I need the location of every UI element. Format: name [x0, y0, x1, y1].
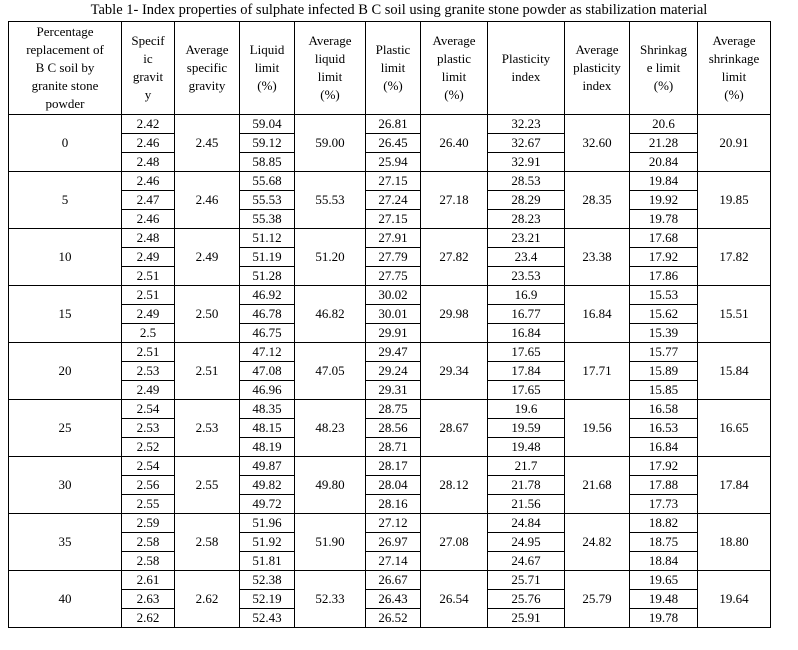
table-row — [9, 552, 771, 571]
plasticity-index-cell: 28.23 — [488, 210, 565, 229]
average-liquid-limit-cell: 47.05 — [295, 343, 366, 400]
shrinkage-limit-cell: 19.92 — [630, 191, 698, 210]
average-plasticity-index-cell: 16.84 — [565, 286, 630, 343]
average-plasticity-index-cell: 28.35 — [565, 172, 630, 229]
table-row — [9, 286, 771, 305]
table-row — [9, 324, 771, 343]
table-row — [9, 381, 771, 400]
average-liquid-limit-cell: 46.82 — [295, 286, 366, 343]
liquid-limit-cell: 52.38 — [240, 571, 295, 590]
plastic-limit-cell: 27.91 — [366, 229, 421, 248]
plasticity-index-cell: 19.59 — [488, 419, 565, 438]
average-shrinkage-limit-cell: 17.84 — [698, 457, 771, 514]
header-replacement: Percentage replacement of B C soil by granite stone powder — [9, 22, 122, 115]
shrinkage-limit-cell: 17.73 — [630, 495, 698, 514]
plastic-limit-cell: 29.47 — [366, 343, 421, 362]
shrinkage-limit-cell: 17.88 — [630, 476, 698, 495]
table-row — [9, 134, 771, 153]
shrinkage-limit-cell: 15.89 — [630, 362, 698, 381]
replacement-cell: 10 — [9, 229, 122, 286]
average-specific-gravity-cell: 2.50 — [175, 286, 240, 343]
plastic-limit-cell: 27.24 — [366, 191, 421, 210]
average-plasticity-index-cell: 21.68 — [565, 457, 630, 514]
shrinkage-limit-cell: 19.84 — [630, 172, 698, 191]
plasticity-index-cell: 23.21 — [488, 229, 565, 248]
specific-gravity-cell: 2.63 — [122, 590, 175, 609]
table-row — [9, 514, 771, 533]
table-row — [9, 476, 771, 495]
specific-gravity-cell: 2.46 — [122, 210, 175, 229]
average-liquid-limit-cell: 48.23 — [295, 400, 366, 457]
plastic-limit-cell: 27.14 — [366, 552, 421, 571]
plasticity-index-cell: 16.77 — [488, 305, 565, 324]
plastic-limit-cell: 27.79 — [366, 248, 421, 267]
average-plastic-limit-cell: 26.54 — [421, 571, 488, 628]
table-row — [9, 609, 771, 628]
liquid-limit-cell: 52.43 — [240, 609, 295, 628]
header-average-liquid-limit: Average liquid limit (%) — [295, 22, 366, 115]
shrinkage-limit-cell: 20.6 — [630, 115, 698, 134]
plasticity-index-cell: 25.71 — [488, 571, 565, 590]
plastic-limit-cell: 28.04 — [366, 476, 421, 495]
plasticity-index-cell: 32.67 — [488, 134, 565, 153]
header-row — [9, 22, 771, 115]
average-plastic-limit-cell: 29.98 — [421, 286, 488, 343]
plasticity-index-cell: 24.84 — [488, 514, 565, 533]
shrinkage-limit-cell: 17.92 — [630, 248, 698, 267]
table-row — [9, 400, 771, 419]
specific-gravity-cell: 2.61 — [122, 571, 175, 590]
header-average-plasticity-index: Average plasticity index — [565, 22, 630, 115]
specific-gravity-cell: 2.53 — [122, 419, 175, 438]
plasticity-index-cell: 19.48 — [488, 438, 565, 457]
average-liquid-limit-cell: 59.00 — [295, 115, 366, 172]
specific-gravity-cell: 2.53 — [122, 362, 175, 381]
liquid-limit-cell: 51.96 — [240, 514, 295, 533]
replacement-cell: 40 — [9, 571, 122, 628]
plasticity-index-cell: 24.95 — [488, 533, 565, 552]
table-row — [9, 305, 771, 324]
table-row — [9, 229, 771, 248]
replacement-cell: 5 — [9, 172, 122, 229]
plastic-limit-cell: 26.67 — [366, 571, 421, 590]
specific-gravity-cell: 2.46 — [122, 134, 175, 153]
shrinkage-limit-cell: 21.28 — [630, 134, 698, 153]
specific-gravity-cell: 2.54 — [122, 400, 175, 419]
average-plastic-limit-cell: 26.40 — [421, 115, 488, 172]
average-shrinkage-limit-cell: 19.64 — [698, 571, 771, 628]
specific-gravity-cell: 2.5 — [122, 324, 175, 343]
plastic-limit-cell: 26.52 — [366, 609, 421, 628]
average-specific-gravity-cell: 2.45 — [175, 115, 240, 172]
header-average-shrinkage-limit: Average shrinkage limit (%) — [698, 22, 771, 115]
specific-gravity-cell: 2.46 — [122, 172, 175, 191]
plastic-limit-cell: 28.16 — [366, 495, 421, 514]
average-shrinkage-limit-cell: 15.51 — [698, 286, 771, 343]
plasticity-index-cell: 25.76 — [488, 590, 565, 609]
average-specific-gravity-cell: 2.53 — [175, 400, 240, 457]
average-specific-gravity-cell: 2.51 — [175, 343, 240, 400]
average-plastic-limit-cell: 29.34 — [421, 343, 488, 400]
plasticity-index-cell: 25.91 — [488, 609, 565, 628]
replacement-cell: 30 — [9, 457, 122, 514]
shrinkage-limit-cell: 15.77 — [630, 343, 698, 362]
plasticity-index-cell: 17.65 — [488, 381, 565, 400]
header-liquid-limit: Liquid limit (%) — [240, 22, 295, 115]
table-row — [9, 457, 771, 476]
plastic-limit-cell: 27.75 — [366, 267, 421, 286]
table-row — [9, 343, 771, 362]
table-row — [9, 590, 771, 609]
plastic-limit-cell: 29.24 — [366, 362, 421, 381]
plastic-limit-cell: 26.45 — [366, 134, 421, 153]
header-plasticity-index: Plasticity index — [488, 22, 565, 115]
liquid-limit-cell: 48.19 — [240, 438, 295, 457]
plastic-limit-cell: 28.17 — [366, 457, 421, 476]
plasticity-index-cell: 28.29 — [488, 191, 565, 210]
specific-gravity-cell: 2.55 — [122, 495, 175, 514]
specific-gravity-cell: 2.49 — [122, 305, 175, 324]
average-plastic-limit-cell: 27.82 — [421, 229, 488, 286]
specific-gravity-cell: 2.59 — [122, 514, 175, 533]
shrinkage-limit-cell: 15.62 — [630, 305, 698, 324]
specific-gravity-cell: 2.51 — [122, 286, 175, 305]
shrinkage-limit-cell: 20.84 — [630, 153, 698, 172]
liquid-limit-cell: 47.12 — [240, 343, 295, 362]
plastic-limit-cell: 27.12 — [366, 514, 421, 533]
average-plasticity-index-cell: 23.38 — [565, 229, 630, 286]
plastic-limit-cell: 29.31 — [366, 381, 421, 400]
plasticity-index-cell: 21.78 — [488, 476, 565, 495]
table-row — [9, 248, 771, 267]
plastic-limit-cell: 25.94 — [366, 153, 421, 172]
table-row — [9, 438, 771, 457]
plasticity-index-cell: 17.65 — [488, 343, 565, 362]
plasticity-index-cell: 21.56 — [488, 495, 565, 514]
average-liquid-limit-cell: 52.33 — [295, 571, 366, 628]
liquid-limit-cell: 46.78 — [240, 305, 295, 324]
average-liquid-limit-cell: 51.20 — [295, 229, 366, 286]
liquid-limit-cell: 55.68 — [240, 172, 295, 191]
specific-gravity-cell: 2.49 — [122, 248, 175, 267]
table-row — [9, 153, 771, 172]
average-shrinkage-limit-cell: 16.65 — [698, 400, 771, 457]
average-specific-gravity-cell: 2.58 — [175, 514, 240, 571]
header-shrinkage-limit: Shrinkag e limit (%) — [630, 22, 698, 115]
plasticity-index-cell: 24.67 — [488, 552, 565, 571]
replacement-cell: 25 — [9, 400, 122, 457]
liquid-limit-cell: 59.04 — [240, 115, 295, 134]
liquid-limit-cell: 55.38 — [240, 210, 295, 229]
plastic-limit-cell: 30.01 — [366, 305, 421, 324]
shrinkage-limit-cell: 16.84 — [630, 438, 698, 457]
specific-gravity-cell: 2.48 — [122, 153, 175, 172]
liquid-limit-cell: 52.19 — [240, 590, 295, 609]
liquid-limit-cell: 58.85 — [240, 153, 295, 172]
liquid-limit-cell: 51.92 — [240, 533, 295, 552]
average-plasticity-index-cell: 25.79 — [565, 571, 630, 628]
average-shrinkage-limit-cell: 17.82 — [698, 229, 771, 286]
index-properties-table — [8, 21, 771, 628]
shrinkage-limit-cell: 19.78 — [630, 210, 698, 229]
shrinkage-limit-cell: 19.48 — [630, 590, 698, 609]
liquid-limit-cell: 48.35 — [240, 400, 295, 419]
shrinkage-limit-cell: 16.53 — [630, 419, 698, 438]
plasticity-index-cell: 23.4 — [488, 248, 565, 267]
plastic-limit-cell: 28.71 — [366, 438, 421, 457]
replacement-cell: 35 — [9, 514, 122, 571]
plasticity-index-cell: 16.9 — [488, 286, 565, 305]
liquid-limit-cell: 55.53 — [240, 191, 295, 210]
plasticity-index-cell: 23.53 — [488, 267, 565, 286]
table-row — [9, 267, 771, 286]
table-row — [9, 419, 771, 438]
table-row — [9, 362, 771, 381]
liquid-limit-cell: 49.82 — [240, 476, 295, 495]
average-plastic-limit-cell: 28.67 — [421, 400, 488, 457]
specific-gravity-cell: 2.58 — [122, 533, 175, 552]
specific-gravity-cell: 2.49 — [122, 381, 175, 400]
shrinkage-limit-cell: 15.85 — [630, 381, 698, 400]
average-specific-gravity-cell: 2.49 — [175, 229, 240, 286]
shrinkage-limit-cell: 17.68 — [630, 229, 698, 248]
header-average-plastic-limit: Average plastic limit (%) — [421, 22, 488, 115]
average-liquid-limit-cell: 55.53 — [295, 172, 366, 229]
average-plastic-limit-cell: 28.12 — [421, 457, 488, 514]
shrinkage-limit-cell: 18.82 — [630, 514, 698, 533]
liquid-limit-cell: 51.81 — [240, 552, 295, 571]
table-row — [9, 172, 771, 191]
specific-gravity-cell: 2.42 — [122, 115, 175, 134]
replacement-cell: 0 — [9, 115, 122, 172]
liquid-limit-cell: 51.12 — [240, 229, 295, 248]
plastic-limit-cell: 30.02 — [366, 286, 421, 305]
plastic-limit-cell: 28.56 — [366, 419, 421, 438]
table-caption: Table 1- Index properties of sulphate infected B C soil using granite stone powder as stabilization material — [90, 2, 708, 18]
specific-gravity-cell: 2.58 — [122, 552, 175, 571]
average-liquid-limit-cell: 49.80 — [295, 457, 366, 514]
average-plasticity-index-cell: 32.60 — [565, 115, 630, 172]
average-shrinkage-limit-cell: 19.85 — [698, 172, 771, 229]
plasticity-index-cell: 21.7 — [488, 457, 565, 476]
plastic-limit-cell: 27.15 — [366, 210, 421, 229]
header-specific-gravity: Specif ic gravit y — [122, 22, 175, 115]
plastic-limit-cell: 26.43 — [366, 590, 421, 609]
liquid-limit-cell: 46.96 — [240, 381, 295, 400]
average-specific-gravity-cell: 2.62 — [175, 571, 240, 628]
shrinkage-limit-cell: 18.84 — [630, 552, 698, 571]
plasticity-index-cell: 17.84 — [488, 362, 565, 381]
specific-gravity-cell: 2.54 — [122, 457, 175, 476]
liquid-limit-cell: 47.08 — [240, 362, 295, 381]
table-row — [9, 115, 771, 134]
specific-gravity-cell: 2.52 — [122, 438, 175, 457]
specific-gravity-cell: 2.51 — [122, 343, 175, 362]
liquid-limit-cell: 51.19 — [240, 248, 295, 267]
plasticity-index-cell: 32.23 — [488, 115, 565, 134]
shrinkage-limit-cell: 18.75 — [630, 533, 698, 552]
liquid-limit-cell: 49.87 — [240, 457, 295, 476]
average-plastic-limit-cell: 27.18 — [421, 172, 488, 229]
table-row — [9, 533, 771, 552]
table-row — [9, 210, 771, 229]
specific-gravity-cell: 2.62 — [122, 609, 175, 628]
average-specific-gravity-cell: 2.55 — [175, 457, 240, 514]
shrinkage-limit-cell: 19.78 — [630, 609, 698, 628]
plastic-limit-cell: 27.15 — [366, 172, 421, 191]
specific-gravity-cell: 2.56 — [122, 476, 175, 495]
plasticity-index-cell: 16.84 — [488, 324, 565, 343]
plasticity-index-cell: 19.6 — [488, 400, 565, 419]
average-liquid-limit-cell: 51.90 — [295, 514, 366, 571]
shrinkage-limit-cell: 19.65 — [630, 571, 698, 590]
average-plastic-limit-cell: 27.08 — [421, 514, 488, 571]
replacement-cell: 15 — [9, 286, 122, 343]
liquid-limit-cell: 46.75 — [240, 324, 295, 343]
specific-gravity-cell: 2.48 — [122, 229, 175, 248]
table-row — [9, 495, 771, 514]
liquid-limit-cell: 48.15 — [240, 419, 295, 438]
plastic-limit-cell: 26.81 — [366, 115, 421, 134]
plasticity-index-cell: 32.91 — [488, 153, 565, 172]
liquid-limit-cell: 51.28 — [240, 267, 295, 286]
plasticity-index-cell: 28.53 — [488, 172, 565, 191]
plastic-limit-cell: 28.75 — [366, 400, 421, 419]
average-plasticity-index-cell: 19.56 — [565, 400, 630, 457]
liquid-limit-cell: 59.12 — [240, 134, 295, 153]
average-shrinkage-limit-cell: 20.91 — [698, 115, 771, 172]
shrinkage-limit-cell: 17.86 — [630, 267, 698, 286]
average-plasticity-index-cell: 24.82 — [565, 514, 630, 571]
liquid-limit-cell: 49.72 — [240, 495, 295, 514]
average-plasticity-index-cell: 17.71 — [565, 343, 630, 400]
specific-gravity-cell: 2.51 — [122, 267, 175, 286]
average-shrinkage-limit-cell: 18.80 — [698, 514, 771, 571]
shrinkage-limit-cell: 16.58 — [630, 400, 698, 419]
table-body — [9, 115, 771, 628]
replacement-cell: 20 — [9, 343, 122, 400]
average-specific-gravity-cell: 2.46 — [175, 172, 240, 229]
plastic-limit-cell: 26.97 — [366, 533, 421, 552]
header-average-specific-gravity: Average specific gravity — [175, 22, 240, 115]
shrinkage-limit-cell: 15.53 — [630, 286, 698, 305]
table-row — [9, 191, 771, 210]
average-shrinkage-limit-cell: 15.84 — [698, 343, 771, 400]
shrinkage-limit-cell: 15.39 — [630, 324, 698, 343]
header-plastic-limit: Plastic limit (%) — [366, 22, 421, 115]
liquid-limit-cell: 46.92 — [240, 286, 295, 305]
plastic-limit-cell: 29.91 — [366, 324, 421, 343]
specific-gravity-cell: 2.47 — [122, 191, 175, 210]
shrinkage-limit-cell: 17.92 — [630, 457, 698, 476]
table-row — [9, 571, 771, 590]
